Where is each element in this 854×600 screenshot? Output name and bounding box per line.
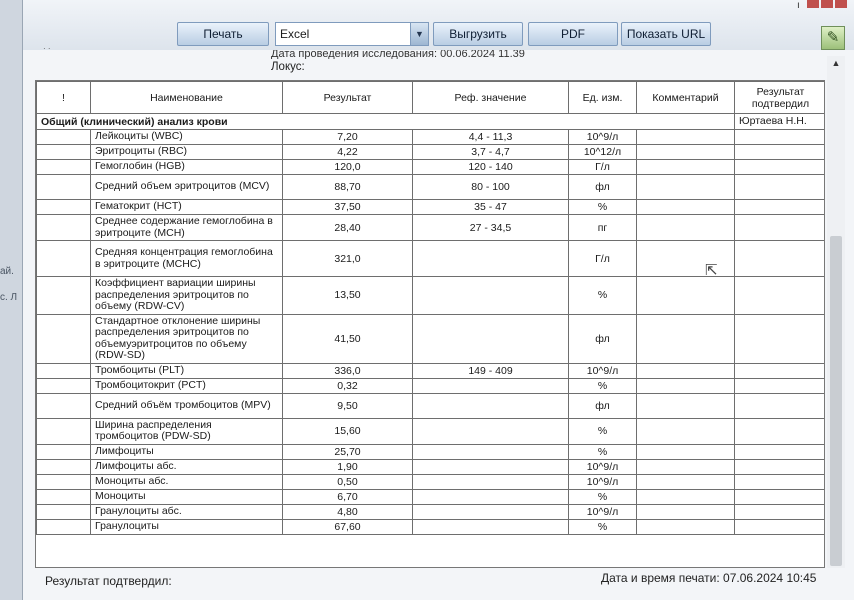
test-unit: фл xyxy=(569,393,637,418)
table-row[interactable] xyxy=(37,363,826,378)
test-name: Лимфоциты xyxy=(91,444,283,459)
column-header-reference: Реф. значение xyxy=(413,82,569,114)
close-icon[interactable] xyxy=(835,0,847,8)
table-row[interactable] xyxy=(37,504,826,519)
confirmed-cell xyxy=(735,363,826,378)
comment-cell xyxy=(637,474,735,489)
column-header-comment: Комментарий xyxy=(637,82,735,114)
flag-cell xyxy=(37,215,91,241)
flag-cell xyxy=(37,489,91,504)
comment-cell xyxy=(637,363,735,378)
table-row[interactable] xyxy=(37,378,826,393)
test-unit: 10^9/л xyxy=(569,504,637,519)
test-reference: 3,7 - 4,7 xyxy=(413,145,569,160)
comment-cell xyxy=(637,160,735,175)
pencil-icon[interactable]: ✎ xyxy=(821,26,845,50)
comment-cell xyxy=(637,418,735,444)
test-name: Лейкоциты (WBC) xyxy=(91,130,283,145)
test-result: 25,70 xyxy=(283,444,413,459)
confirmed-cell xyxy=(735,145,826,160)
background-text-fragment: ай. xyxy=(0,266,14,277)
test-result: 4,22 xyxy=(283,145,413,160)
comment-cell xyxy=(637,393,735,418)
print-button[interactable]: Печать xyxy=(177,22,269,46)
table-header-row xyxy=(37,82,826,114)
show-url-button[interactable]: Показать URL xyxy=(621,22,711,46)
test-unit: 10^12/л xyxy=(569,145,637,160)
test-name: Стандартное отклонение ширины распределения эритроцитов по объемуэритроцитов по объему (RDW-SD) xyxy=(91,314,283,363)
test-result: 120,0 xyxy=(283,160,413,175)
table-row[interactable] xyxy=(37,489,826,504)
test-name: Гранулоциты xyxy=(91,519,283,534)
test-result: 0,32 xyxy=(283,378,413,393)
test-result: 0,50 xyxy=(283,474,413,489)
results-table-container xyxy=(35,80,825,568)
comment-cell xyxy=(637,175,735,200)
flag-cell xyxy=(37,200,91,215)
export-format-value: Excel xyxy=(280,27,310,41)
chevron-down-icon[interactable]: ▼ xyxy=(410,23,428,45)
test-unit: % xyxy=(569,519,637,534)
section-confirmed-by: Юртаева Н.Н. xyxy=(735,114,826,130)
test-result: 336,0 xyxy=(283,363,413,378)
column-header-unit: Ед. изм. xyxy=(569,82,637,114)
test-reference: 27 - 34,5 xyxy=(413,215,569,241)
test-reference: 80 - 100 xyxy=(413,175,569,200)
comment-cell xyxy=(637,277,735,315)
comment-cell xyxy=(637,459,735,474)
test-reference xyxy=(413,393,569,418)
check-icon[interactable] xyxy=(807,0,819,8)
flag-cell xyxy=(37,519,91,534)
test-unit: % xyxy=(569,200,637,215)
table-row[interactable] xyxy=(37,160,826,175)
confirmed-cell xyxy=(735,504,826,519)
table-row[interactable] xyxy=(37,519,826,534)
test-result: 9,50 xyxy=(283,393,413,418)
window-controls xyxy=(795,0,847,10)
column-header-flag: ! xyxy=(37,82,91,114)
test-result: 7,20 xyxy=(283,130,413,145)
test-reference xyxy=(413,489,569,504)
column-header-result: Результат xyxy=(283,82,413,114)
comment-cell xyxy=(637,215,735,241)
test-unit: 10^9/л xyxy=(569,459,637,474)
flag-cell xyxy=(37,241,91,277)
test-unit: % xyxy=(569,444,637,459)
section-row xyxy=(37,114,826,130)
confirmed-cell xyxy=(735,444,826,459)
flag-cell xyxy=(37,459,91,474)
test-unit: пг xyxy=(569,215,637,241)
test-reference xyxy=(413,444,569,459)
comment-cell xyxy=(637,130,735,145)
test-unit: фл xyxy=(569,314,637,363)
results-table xyxy=(36,81,825,535)
pdf-button[interactable]: PDF xyxy=(528,22,618,46)
print-datetime: Дата и время печати: 07.06.2024 10:45 xyxy=(601,571,817,585)
table-row[interactable] xyxy=(37,200,826,215)
research-date: Дата проведения исследования: 00.06.2024 11.39 xyxy=(271,50,525,59)
scrollbar-thumb[interactable] xyxy=(830,236,842,566)
table-row[interactable] xyxy=(37,215,826,241)
flag-cell xyxy=(37,314,91,363)
flag-cell xyxy=(37,145,91,160)
test-unit: Г/л xyxy=(569,160,637,175)
flag-cell xyxy=(37,277,91,315)
confirmed-cell xyxy=(735,418,826,444)
test-reference xyxy=(413,459,569,474)
column-header-name: Наименование xyxy=(91,82,283,114)
test-reference: 120 - 140 xyxy=(413,160,569,175)
confirmed-cell xyxy=(735,393,826,418)
table-row[interactable] xyxy=(37,145,826,160)
comment-cell xyxy=(637,241,735,277)
test-result: 1,90 xyxy=(283,459,413,474)
test-reference xyxy=(413,474,569,489)
confirmed-cell xyxy=(735,489,826,504)
table-row[interactable] xyxy=(37,459,826,474)
confirmed-by-label: Результат подтвердил: xyxy=(45,574,172,588)
test-reference: 4,4 - 11,3 xyxy=(413,130,569,145)
vertical-scrollbar[interactable] xyxy=(827,56,845,568)
test-name: Гранулоциты абс. xyxy=(91,504,283,519)
flag-cell xyxy=(37,418,91,444)
test-result: 41,50 xyxy=(283,314,413,363)
test-reference xyxy=(413,314,569,363)
confirmed-cell xyxy=(735,215,826,241)
test-reference: 149 - 409 xyxy=(413,363,569,378)
status-marker: · · xyxy=(43,44,51,53)
flag-cell xyxy=(37,474,91,489)
toolbar xyxy=(23,0,854,53)
table-row[interactable] xyxy=(37,277,826,315)
test-unit: 10^9/л xyxy=(569,474,637,489)
test-reference: 35 - 47 xyxy=(413,200,569,215)
test-name: Моноциты xyxy=(91,489,283,504)
test-name: Эритроциты (RBC) xyxy=(91,145,283,160)
test-name: Лимфоциты абс. xyxy=(91,459,283,474)
test-result: 13,50 xyxy=(283,277,413,315)
comment-cell xyxy=(637,519,735,534)
confirmed-cell xyxy=(735,175,826,200)
comment-cell xyxy=(637,504,735,519)
test-unit: % xyxy=(569,277,637,315)
export-format-select[interactable] xyxy=(275,22,429,46)
column-header-confirmed-by: Результат подтвердил xyxy=(735,82,826,114)
flag-cell xyxy=(37,504,91,519)
flag-cell xyxy=(37,378,91,393)
table-row[interactable] xyxy=(37,474,826,489)
test-name: Тромбоцитокрит (PCT) xyxy=(91,378,283,393)
test-unit: % xyxy=(569,418,637,444)
test-name: Среднее содержание гемоглобина в эритроците (MCH) xyxy=(91,215,283,241)
export-button[interactable]: Выгрузить xyxy=(433,22,523,46)
table-row[interactable] xyxy=(37,418,826,444)
test-name: Моноциты абс. xyxy=(91,474,283,489)
test-result: 37,50 xyxy=(283,200,413,215)
table-row[interactable] xyxy=(37,444,826,459)
test-name: Средний объем эритроцитов (MCV) xyxy=(91,175,283,200)
maximize-icon[interactable] xyxy=(821,0,833,8)
mouse-cursor-icon: ⇱ xyxy=(705,262,718,279)
flag-cell xyxy=(37,160,91,175)
test-name: Ширина распределения тромбоцитов (PDW-SD) xyxy=(91,418,283,444)
confirmed-cell xyxy=(735,160,826,175)
confirmed-cell xyxy=(735,277,826,315)
locus-label: Локус: xyxy=(271,61,305,73)
chevron-up-icon[interactable]: ▲ xyxy=(831,58,841,68)
test-reference xyxy=(413,504,569,519)
test-reference xyxy=(413,241,569,277)
table-row[interactable] xyxy=(37,393,826,418)
table-row[interactable] xyxy=(37,175,826,200)
test-unit: % xyxy=(569,489,637,504)
comment-cell xyxy=(637,444,735,459)
confirmed-cell xyxy=(735,474,826,489)
test-unit: фл xyxy=(569,175,637,200)
test-reference xyxy=(413,418,569,444)
test-unit: Г/л xyxy=(569,241,637,277)
test-name: Гемоглобин (HGB) xyxy=(91,160,283,175)
table-row[interactable] xyxy=(37,130,826,145)
flag-cell xyxy=(37,175,91,200)
test-unit: % xyxy=(569,378,637,393)
confirmed-cell xyxy=(735,459,826,474)
test-reference xyxy=(413,519,569,534)
confirmed-cell xyxy=(735,200,826,215)
comment-cell xyxy=(637,378,735,393)
test-name: Коэффициент вариации ширины распределения эритроцитов по объему (RDW-CV) xyxy=(91,277,283,315)
flag-cell xyxy=(37,130,91,145)
table-row[interactable] xyxy=(37,314,826,363)
test-reference xyxy=(413,378,569,393)
test-result: 67,60 xyxy=(283,519,413,534)
test-name: Средняя концентрация гемоглобина в эритроците (MCHC) xyxy=(91,241,283,277)
minimize-icon[interactable]: ı xyxy=(797,0,800,11)
comment-cell xyxy=(637,145,735,160)
background-text-fragment: с. Л xyxy=(0,292,18,303)
test-result: 321,0 xyxy=(283,241,413,277)
confirmed-cell xyxy=(735,378,826,393)
test-result: 15,60 xyxy=(283,418,413,444)
test-result: 6,70 xyxy=(283,489,413,504)
confirmed-cell xyxy=(735,314,826,363)
test-name: Тромбоциты (PLT) xyxy=(91,363,283,378)
test-result: 28,40 xyxy=(283,215,413,241)
comment-cell xyxy=(637,200,735,215)
test-unit: 10^9/л xyxy=(569,130,637,145)
test-unit: 10^9/л xyxy=(569,363,637,378)
confirmed-cell xyxy=(735,519,826,534)
section-title: Общий (клинический) анализ крови xyxy=(37,114,735,130)
flag-cell xyxy=(37,393,91,418)
confirmed-cell xyxy=(735,241,826,277)
test-result: 88,70 xyxy=(283,175,413,200)
test-name: Средний объём тромбоцитов (MPV) xyxy=(91,393,283,418)
flag-cell xyxy=(37,363,91,378)
confirmed-cell xyxy=(735,130,826,145)
comment-cell xyxy=(637,489,735,504)
test-result: 4,80 xyxy=(283,504,413,519)
report-window xyxy=(22,0,854,600)
comment-cell xyxy=(637,314,735,363)
flag-cell xyxy=(37,444,91,459)
test-name: Гематокрит (HCT) xyxy=(91,200,283,215)
test-reference xyxy=(413,277,569,315)
